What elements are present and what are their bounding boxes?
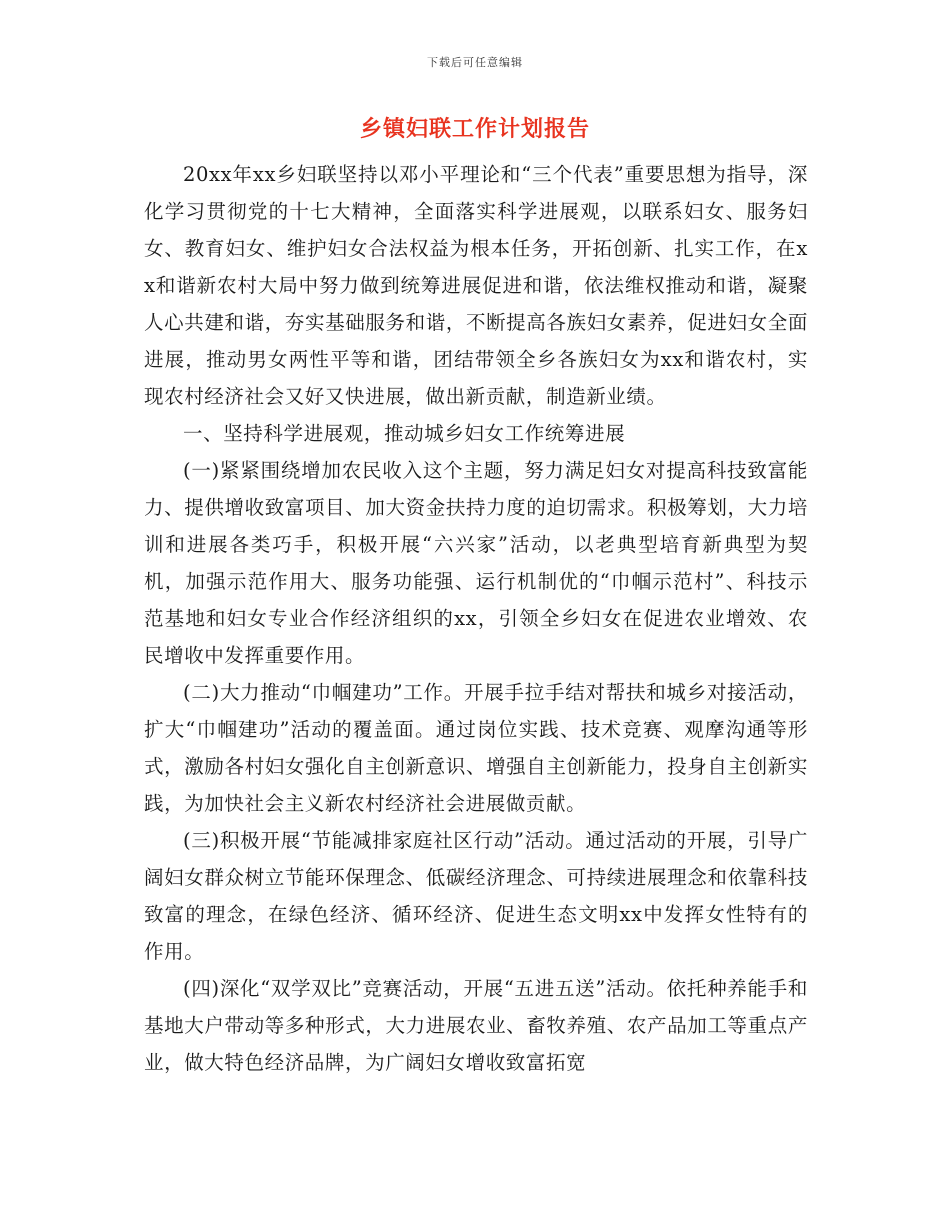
- paragraph-intro: 20xx年xx乡妇联坚持以邓小平理论和“三个代表”重要思想为指导，深化学习贯彻党的十七大精神，全面落实科学进展观，以联系妇女、服务妇女、教育妇女、维护妇女合法权益为根本任务，开拓创新、扎实工作，在xx和谐新农村大局中努力做到统筹进展促进和谐，依法维权推动和谐，凝聚人心共建和谐，夯实基础服务和谐，不断提高各族妇女素养，促进妇女全面进展，推动男女两性平等和谐，团结带领全乡各族妇女为xx和谐农村，实现农村经济社会又好又快进展，做出新贡献，制造新业绩。: [144, 163, 808, 408]
- paragraph-item-1: (一)紧紧围绕增加农民收入这个主题，努力满足妇女对提高科技致富能力、提供增收致富项目、加大资金扶持力度的迫切需求。积极筹划，大力培训和进展各类巧手，积极开展“六兴家”活动，以老典型培育新典型为契机，加强示范作用大、服务功能强、运行机制优的“巾帼示范村”、科技示范基地和妇女专业合作经济组织的xx，引领全乡妇女在促进农业增效、农民增收中发挥重要作用。: [144, 459, 808, 667]
- document-body: [144, 156, 808, 1081]
- document-title: 乡镇妇联工作计划报告: [359, 116, 590, 142]
- header-note: 下载后可任意编辑: [427, 56, 523, 69]
- paragraph-item-2: (二)大力推动“巾帼建功”工作。开展手拉手结对帮扶和城乡对接活动，扩大“巾帼建功”活动的覆盖面。通过岗位实践、技术竞赛、观摩沟通等形式，激励各村妇女强化自主创新意识、增强自主创新能力，投身自主创新实践，为加快社会主义新农村经济社会进展做贡献。: [144, 681, 808, 815]
- paragraph-item-3: (三)积极开展“节能减排家庭社区行动”活动。通过活动的开展，引导广阔妇女群众树立节能环保理念、低碳经济理念、可持续进展理念和依靠科技致富的理念，在绿色经济、循环经济、促进生态文明xx中发挥女性特有的作用。: [144, 829, 808, 963]
- section-heading-1: 一、坚持科学进展观，推动城乡妇女工作统筹进展: [183, 422, 626, 445]
- paragraph-item-4: (四)深化“双学双比”竞赛活动，开展“五进五送”活动。依托种养能手和基地大户带动等多种形式，大力进展农业、畜牧养殖、农产品加工等重点产业，做大特色经济品牌，为广阔妇女增收致富拓宽: [144, 977, 808, 1074]
